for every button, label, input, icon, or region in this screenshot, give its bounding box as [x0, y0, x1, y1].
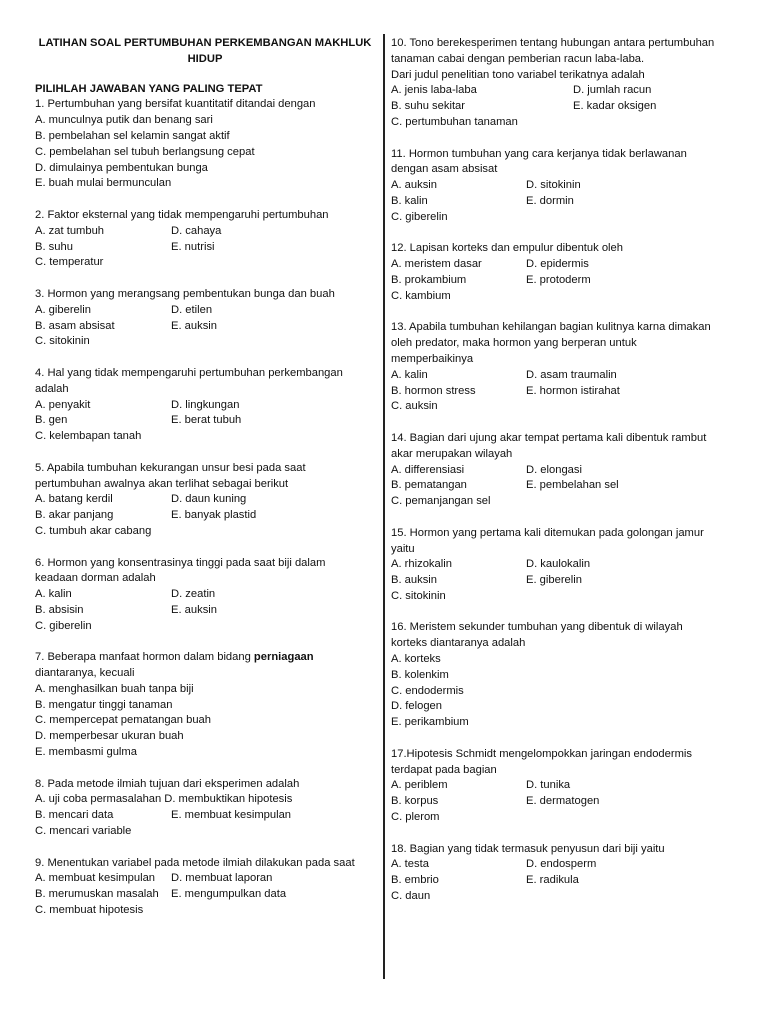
question-text: 14. Bagian dari ujung akar tempat pertama kali dibentuk rambut — [391, 431, 707, 444]
question-13 — [391, 320, 736, 415]
question-text: 8. Pada metode ilmiah tujuan dari eksperimen adalah — [35, 777, 300, 790]
question-text: 10. Tono berekesperimen tentang hubungan antara pertumbuhan — [391, 37, 715, 49]
option: E. giberelin — [526, 574, 582, 587]
question-text: adalah — [35, 382, 69, 395]
question-text: tanaman cabai dengan pemberian racun laba-laba. — [391, 52, 645, 65]
column-divider — [383, 34, 385, 979]
option: B. embrio — [391, 874, 439, 887]
question-text: Dari judul penelitian tono variabel terikatnya adalah — [391, 68, 645, 81]
option: E. dermatogen — [526, 795, 600, 808]
option: B. asam absisat — [35, 319, 115, 332]
option: D. epidermis — [526, 258, 589, 271]
document-title — [35, 36, 375, 68]
option: D. felogen — [391, 700, 442, 713]
option: E. protoderm — [526, 273, 591, 286]
option: C. giberelin — [391, 210, 448, 223]
option: B. mengatur tinggi tanaman — [35, 698, 173, 711]
question-3 — [35, 287, 375, 350]
question-15 — [391, 526, 736, 605]
option: A. giberelin — [35, 303, 91, 316]
option: A. kalin — [35, 588, 72, 601]
question-text: 3. Hormon yang merangsang pembentukan bunga dan buah — [35, 287, 335, 300]
option: D. asam traumalin — [526, 368, 617, 381]
question-text: 1. Pertumbuhan yang bersifat kuantitatif ditandai dengan — [35, 98, 316, 111]
question-text: 6. Hormon yang konsentrasinya tinggi pada saat biji dalam — [35, 556, 326, 569]
question-12 — [391, 241, 736, 304]
question-6 — [35, 556, 375, 635]
question-17 — [391, 747, 736, 826]
option: E. pembelahan sel — [526, 479, 619, 492]
option: C. pembelahan sel tubuh berlangsung cepat — [35, 145, 255, 158]
option: A. menghasilkan buah tanpa biji — [35, 682, 194, 695]
question-text: 16. Meristem sekunder tumbuhan yang dibentuk di wilayah — [391, 621, 683, 634]
question-text: 18. Bagian yang tidak termasuk penyusun dari biji yaitu — [391, 842, 665, 855]
emphasized-word: perniagaan — [253, 651, 314, 664]
option: B. absisin — [35, 603, 84, 616]
option: D. elongasi — [526, 463, 582, 476]
option: C. endodermis — [391, 684, 464, 697]
option: B. prokambium — [391, 273, 467, 286]
option: A. auksin — [391, 179, 438, 192]
option: A. rhizokalin — [391, 558, 452, 571]
question-7 — [35, 650, 375, 761]
question-text: 17.Hipotesis Schmidt mengelompokkan jaringan endodermis — [391, 747, 692, 760]
option: C. temperatur — [35, 256, 104, 269]
question-text-prefix: 7. Beberapa manfaat hormon dalam bidang — [35, 651, 254, 664]
question-text: 13. Apabila tumbuhan kehilangan bagian kulitnya karna dimakan — [391, 321, 711, 334]
option: C. sitokinin — [35, 335, 90, 348]
question-2 — [35, 208, 375, 271]
title-line-2: HIDUP — [187, 52, 223, 65]
option: D. membuat laporan — [171, 872, 273, 885]
option: A. zat tumbuh — [35, 224, 105, 237]
option: E. radikula — [526, 874, 579, 887]
option: A. testa — [391, 858, 429, 871]
option: C. mempercepat pematangan buah — [35, 714, 212, 727]
option: A. korteks — [391, 653, 441, 666]
question-text: dengan asam absisat — [391, 163, 498, 176]
option: C. auksin — [391, 400, 438, 413]
question-text: yaitu — [391, 542, 415, 555]
question-4 — [35, 366, 375, 445]
option: A. jenis laba-laba — [391, 84, 477, 97]
option: A. kalin — [391, 368, 428, 381]
question-18 — [391, 842, 736, 905]
question-16 — [391, 620, 736, 731]
question-text: korteks diantaranya adalah — [391, 637, 526, 650]
option: C. daun — [391, 890, 431, 903]
question-8 — [35, 777, 375, 840]
option: D. kaulokalin — [526, 558, 591, 571]
question-text — [35, 650, 375, 666]
option: B. kolenkim — [391, 668, 449, 681]
option: B. pematangan — [391, 479, 467, 492]
option: D. dimulainya pembentukan bunga — [35, 161, 208, 174]
option: B. akar panjang — [35, 509, 114, 522]
question-text: terdapat pada bagian — [391, 763, 497, 776]
option: D. etilen — [171, 303, 213, 316]
option: A. differensiasi — [391, 463, 465, 476]
question-text: 11. Hormon tumbuhan yang cara kerjanya tidak berlawanan — [391, 147, 687, 160]
option: C. membuat hipotesis — [35, 904, 144, 917]
option: D. zeatin — [171, 588, 216, 601]
option: B. pembelahan sel kelamin sangat aktif — [35, 129, 230, 142]
option: D. jumlah racun — [573, 84, 652, 97]
option: E. buah mulai bermunculan — [35, 177, 172, 190]
option: C. pemanjangan sel — [391, 495, 491, 508]
question-text: keadaan dorman adalah — [35, 572, 156, 585]
option: B. suhu sekitar — [391, 100, 465, 113]
option: E. membasmi gulma — [35, 746, 137, 759]
option: D. membuktikan hipotesis — [164, 793, 293, 806]
option: A. batang kerdil — [35, 493, 113, 506]
option: E. berat tubuh — [171, 414, 242, 427]
option: B. suhu — [35, 240, 73, 253]
title-line-1: LATIHAN SOAL PERTUMBUHAN PERKEMBANGAN MAKHLUK — [38, 37, 372, 49]
question-14 — [391, 431, 736, 510]
option: D. endosperm — [526, 858, 597, 871]
question-text: diantaranya, kecuali — [35, 667, 135, 680]
right-column — [391, 36, 736, 921]
option: D. daun kuning — [171, 493, 247, 506]
option: C. tumbuh akar cabang — [35, 524, 152, 537]
option: C. pertumbuhan tanaman — [391, 115, 518, 128]
option: A. meristem dasar — [391, 258, 482, 271]
option: E. auksin — [171, 319, 218, 332]
question-text: 9. Menentukan variabel pada metode ilmiah dilakukan pada saat — [35, 856, 355, 869]
option: D. cahaya — [171, 224, 222, 237]
option: E. nutrisi — [171, 240, 215, 253]
question-text: 5. Apabila tumbuhan kekurangan unsur besi pada saat — [35, 461, 306, 474]
question-9 — [35, 856, 375, 919]
option: C. sitokinin — [391, 589, 446, 602]
question-10 — [391, 36, 736, 131]
option: A. periblem — [391, 779, 448, 792]
option: C. plerom — [391, 811, 440, 824]
option: B. merumuskan masalah — [35, 888, 159, 901]
option: B. korpus — [391, 795, 439, 808]
option: B. kalin — [391, 194, 428, 207]
option: A. penyakit — [35, 398, 91, 411]
question-text: akar merupakan wilayah — [391, 447, 513, 460]
question-text: 4. Hal yang tidak mempengaruhi pertumbuhan perkembangan — [35, 366, 343, 379]
question-11 — [391, 147, 736, 226]
option: E. hormon istirahat — [526, 384, 620, 397]
question-text: oleh predator, maka hormon yang berperan untuk — [391, 337, 637, 350]
option: C. kambium — [391, 289, 451, 302]
option: D. lingkungan — [171, 398, 240, 411]
option: C. giberelin — [35, 619, 92, 632]
option: A. membuat kesimpulan — [35, 872, 156, 885]
question-5 — [35, 461, 375, 540]
question-text: 2. Faktor eksternal yang tidak mempengaruhi pertumbuhan — [35, 208, 329, 221]
option: C. kelembapan tanah — [35, 430, 142, 443]
option: E. dormin — [526, 194, 574, 207]
question-text: memperbaikinya — [391, 352, 474, 365]
option: B. hormon stress — [391, 384, 476, 397]
question-1 — [35, 97, 375, 192]
instruction: PILIHLAH JAWABAN YANG PALING TEPAT — [35, 82, 263, 95]
option: E. auksin — [171, 603, 218, 616]
option: B. gen — [35, 414, 68, 427]
left-column — [35, 36, 375, 935]
option: D. sitokinin — [526, 179, 581, 192]
question-text: pertumbuhan awalnya akan terlihat sebagai berikut — [35, 477, 289, 490]
option: A. uji coba permasalahan — [35, 793, 162, 806]
option: D. tunika — [526, 779, 571, 792]
option: E. mengumpulkan data — [171, 888, 287, 901]
option: E. banyak plastid — [171, 509, 257, 522]
option: B. mencari data — [35, 809, 114, 822]
option: E. membuat kesimpulan — [171, 809, 292, 822]
question-text: 15. Hormon yang pertama kali ditemukan pada golongan jamur — [391, 526, 704, 539]
option: D. memperbesar ukuran buah — [35, 730, 184, 743]
option: E. perikambium — [391, 716, 469, 729]
option: A. munculnya putik dan benang sari — [35, 114, 213, 127]
option: B. auksin — [391, 574, 438, 587]
question-text: 12. Lapisan korteks dan empulur dibentuk oleh — [391, 242, 623, 255]
option: C. mencari variable — [35, 825, 132, 838]
option: E. kadar oksigen — [573, 100, 657, 113]
